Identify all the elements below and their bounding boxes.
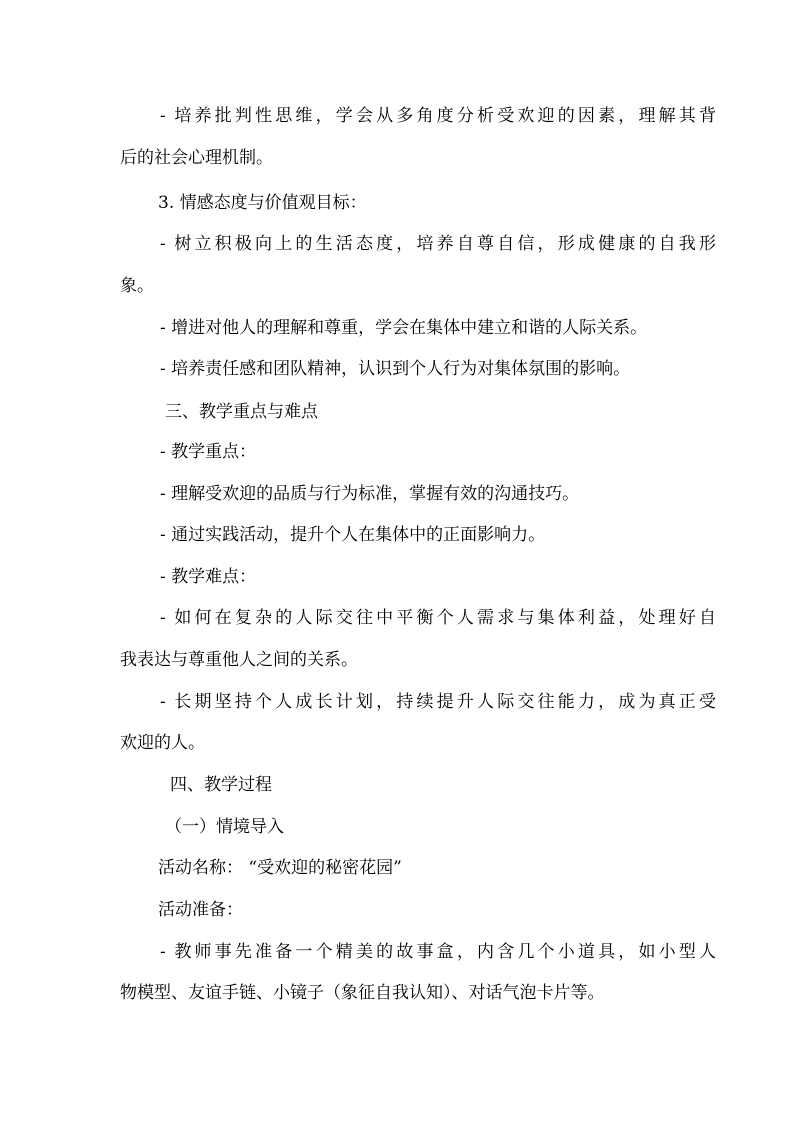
bullet-critical-thinking-cont: 后的社会心理机制。 [120, 148, 273, 168]
bullet-responsibility: - 培养责任感和团队精神，认识到个人行为对集体氛围的影响。 [160, 359, 631, 379]
bullet-story-box-cont: 物模型、友谊手链、小镜子（象征自我认知）、对话气泡卡片等。 [120, 983, 605, 1003]
bullet-balance-needs-cont: 我表达与尊重他人之间的关系。 [120, 650, 358, 670]
bullet-long-term-plan: - 长期坚持个人成长计划，持续提升人际交往能力，成为真正受 [160, 692, 716, 712]
bullet-positive-attitude: - 树立积极向上的生活态度，培养自尊自信，形成健康的自我形 [160, 234, 716, 254]
section-heading-emotional-goals: 3. 情感态度与价值观目标： [158, 193, 367, 213]
bullet-teaching-focus: - 教学重点： [160, 442, 257, 462]
bullet-long-term-plan-cont: 欢迎的人。 [120, 733, 205, 753]
bullet-teaching-difficulty: - 教学难点： [160, 567, 257, 587]
bullet-understand-qualities: - 理解受欢迎的品质与行为标准，掌握有效的沟通技巧。 [160, 484, 580, 504]
subsection-heading-scenario-intro: （一）情境导入 [165, 817, 284, 837]
bullet-story-box: - 教师事先准备一个精美的故事盒，内含几个小道具，如小型人 [160, 942, 716, 962]
bullet-practice-activities: - 通过实践活动，提升个人在集体中的正面影响力。 [160, 525, 546, 545]
bullet-understanding-respect: - 增进对他人的理解和尊重，学会在集体中建立和谐的人际关系。 [160, 318, 648, 338]
activity-preparation-label: 活动准备： [158, 900, 243, 920]
section-heading-key-points: 三、教学重点与难点 [165, 402, 318, 422]
bullet-critical-thinking: - 培养批判性思维，学会从多角度分析受欢迎的因素，理解其背 [160, 106, 716, 126]
activity-name-line: 活动名称： “受欢迎的秘密花园” [158, 858, 402, 878]
section-heading-teaching-process: 四、教学过程 [170, 775, 272, 795]
bullet-positive-attitude-cont: 象。 [120, 276, 154, 296]
bullet-balance-needs: - 如何在复杂的人际交往中平衡个人需求与集体利益，处理好自 [160, 608, 716, 628]
